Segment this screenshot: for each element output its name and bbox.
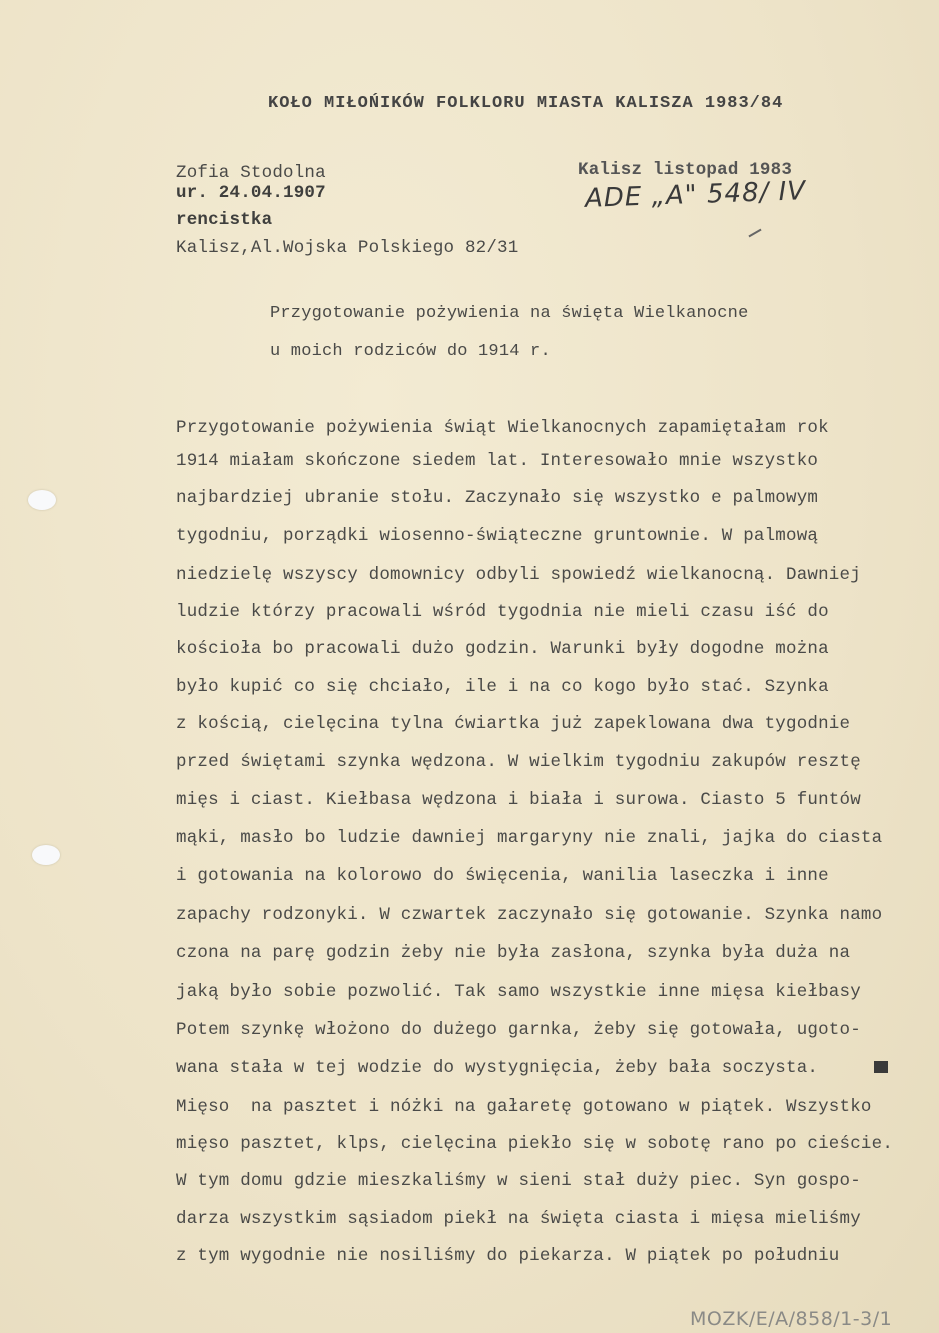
body-line: mąki, masło bo ludzie dawniej margaryny nie znali, jajka do ciasta: [176, 828, 883, 848]
society-heading: KOŁO MIŁOŃIKÓW FOLKLORU MIASTA KALISZA 1983/84: [268, 94, 784, 113]
body-line: wana stała w tej wodzie do wystygnięcia, żeby bała soczysta.: [176, 1058, 829, 1078]
handwritten-tick-mark: [748, 229, 761, 238]
body-line: tygodniu, porządki wiosenno-świąteczne gruntownie. W palmową: [176, 526, 819, 546]
body-line: z tym wygodnie nie nosiliśmy do piekarza. W piątek po południu: [176, 1246, 840, 1266]
body-line: niedzielę wszyscy domownicy odbyli spowiedź wielkanocną. Dawniej: [176, 565, 861, 585]
body-line: było kupić co się chciało, ile i na co kogo było stać. Szynka: [176, 677, 829, 697]
author-occupation: rencistka: [176, 210, 273, 230]
body-line: jaką było sobie pozwolić. Tak samo wszystkie inne mięsa kiełbasy: [176, 982, 861, 1002]
author-birth: ur. 24.04.1907: [176, 183, 326, 203]
body-line: W tym domu gdzie mieszkaliśmy w sieni stał duży piec. Syn gospo-: [176, 1171, 861, 1191]
place-date: Kalisz listopad 1983: [578, 160, 793, 180]
body-line: zapachy rodzonyki. W czwartek zaczynało się gotowanie. Szynka namo: [176, 905, 883, 925]
body-line: 1914 miałam skończone siedem lat. Interesowało mnie wszystko: [176, 451, 819, 471]
handwritten-archive-signature: ADE „A" 548/ IV: [584, 176, 807, 214]
author-address: Kalisz,Al.Wojska Polskiego 82/31: [176, 238, 519, 258]
punch-hole-top: [28, 490, 56, 510]
catalog-signature: MOZK/E/A/858/1-3/1: [690, 1308, 893, 1330]
body-line: Przygotowanie pożywienia świąt Wielkanocnych zapamiętałam rok: [176, 418, 829, 438]
punch-hole-bottom: [32, 845, 60, 865]
struck-out-characters: [874, 1061, 888, 1073]
title-line-2: u moich rodziców do 1914 r.: [270, 342, 551, 361]
author-name: Zofia Stodolna: [176, 163, 326, 183]
body-line: ludzie którzy pracowali wśród tygodnia nie mieli czasu iść do: [176, 602, 829, 622]
body-line: i gotowania na kolorowo do święcenia, wanilia laseczka i inne: [176, 866, 829, 886]
body-line: Potem szynkę włożono do dużego garnka, żeby się gotowała, ugoto-: [176, 1020, 861, 1040]
body-line: mięs i ciast. Kiełbasa wędzona i biała i surowa. Ciasto 5 funtów: [176, 790, 861, 810]
body-line: kościoła bo pracowali dużo godzin. Warunki były dogodne można: [176, 639, 829, 659]
body-line: czona na parę godzin żeby nie była zasłona, szynka była duża na: [176, 943, 851, 963]
body-line: Mięso na pasztet i nóżki na gałaretę gotowano w piątek. Wszystko: [176, 1097, 872, 1117]
title-line-1: Przygotowanie pożywienia na święta Wielkanocne: [270, 304, 749, 323]
body-line: z kością, cielęcina tylna ćwiartka już zapeklowana dwa tygodnie: [176, 714, 851, 734]
body-line: darza wszystkim sąsiadom piekł na święta ciasta i mięsa mieliśmy: [176, 1209, 861, 1229]
body-line: mięso pasztet, klps, cielęcina piekło się w sobotę rano po cieście.: [176, 1134, 894, 1154]
body-line: najbardziej ubranie stołu. Zaczynało się wszystko e palmowym: [176, 488, 819, 508]
body-line: przed świętami szynka wędzona. W wielkim tygodniu zakupów resztę: [176, 752, 861, 772]
